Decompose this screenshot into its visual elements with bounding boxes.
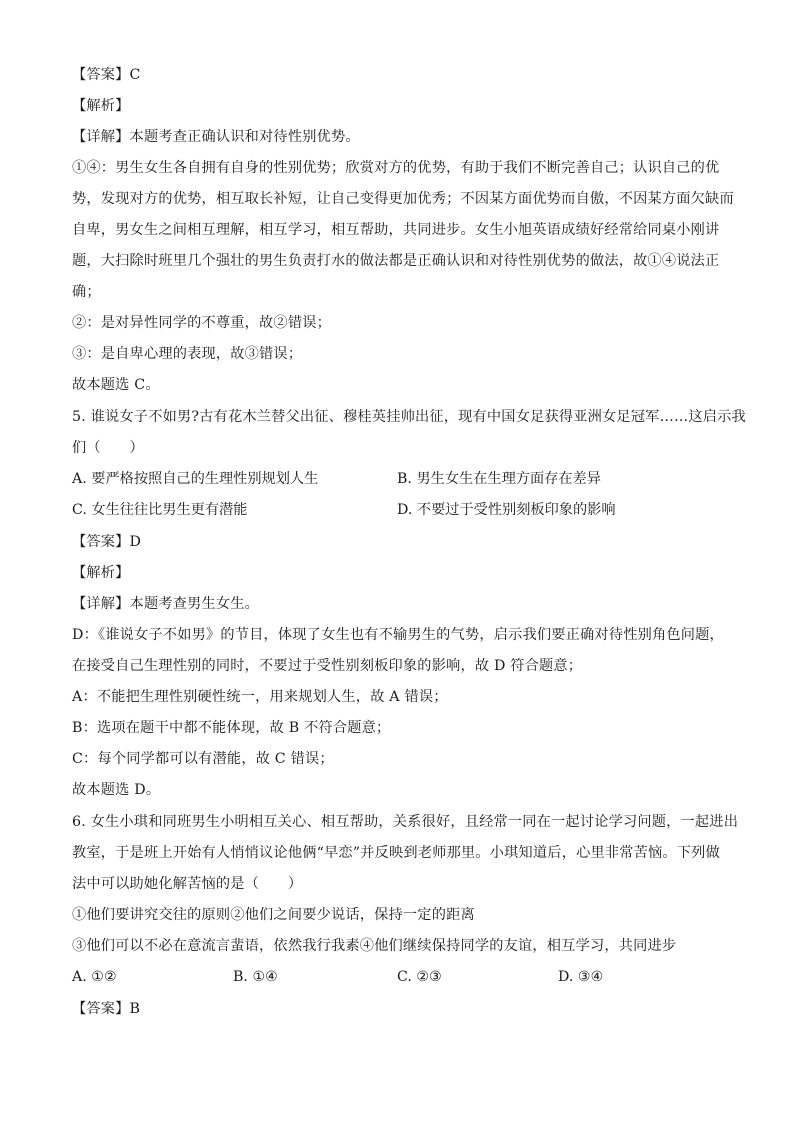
answer-label: 【答案】D — [72, 534, 142, 550]
detail-line: ③：是自卑心理的表现，故③错误； — [72, 346, 303, 362]
detail-line: 在接受自己生理性别的同时，不要过于受性别刻板印象的影响，故 D 符合题意； — [72, 658, 583, 674]
q5-option-a: A. 要严格按照自己的生理性别规划人生 — [72, 471, 319, 487]
question-6-stem: 6. 女生小琪和同班男生小明相互关心、相互帮助，关系很好，且经常一同在一起讨论学习问题，一起进出 — [72, 814, 739, 830]
detail-line: 题，大扫除时班里几个强壮的男生负责打水的做法都是正确认识和对待性别优势的做法，故①④说法正 — [72, 253, 720, 269]
detail-line: D：《谁说女子不如男》的节目，体现了女生也有不输男生的气势，启示我们要正确对待性别角色问题， — [72, 627, 724, 643]
analysis-label: 【解析】 — [72, 98, 130, 114]
q5-option-d: D. 不要过于受性别刻板印象的影响 — [397, 502, 616, 518]
q5-option-b: B. 男生女生在生理方面存在差异 — [397, 471, 601, 487]
answer-label: 【答案】C — [72, 67, 141, 83]
answer-label: 【答案】B — [72, 1001, 141, 1017]
question-6-statement: ①他们要讲究交往的原则②他们之间要少说话，保持一定的距离 — [72, 907, 475, 923]
question-5-stem: 们（ ） — [72, 440, 144, 456]
q6-option-c: C. ②③ — [397, 969, 442, 985]
q6-option-d: D. ③④ — [558, 969, 604, 985]
detail-line: 【详解】本题考查男生女生。 — [72, 596, 260, 612]
detail-line: ②：是对异性同学的不尊重，故②错误； — [72, 315, 331, 331]
detail-line: A：不能把生理性别硬性统一，用来规划人生，故 A 错误； — [72, 689, 448, 705]
analysis-label: 【解析】 — [72, 565, 130, 581]
q5-option-c: C. 女生往往比男生更有潜能 — [72, 502, 248, 518]
q6-option-a: A. ①② — [72, 969, 117, 985]
conclusion-line: 故本题选 D。 — [72, 782, 161, 798]
detail-line: 【详解】本题考查正确认识和对待性别优势。 — [72, 129, 360, 145]
detail-line: 势，发现对方的优势，相互取长补短，让自己变得更加优秀；不因某方面优势而自傲，不因某方面欠缺而 — [72, 191, 734, 207]
q6-option-b: B. ①④ — [233, 969, 278, 985]
conclusion-line: 故本题选 C。 — [72, 377, 160, 393]
question-6-statement: ③他们可以不必在意流言蜚语，依然我行我素④他们继续保持同学的友谊，相互学习，共同进步 — [72, 938, 677, 954]
detail-line: ①④：男生女生各自拥有自身的性别优势；欣赏对方的优势，有助于我们不断完善自己；认识自己的优 — [72, 160, 720, 176]
detail-line: C：每个同学都可以有潜能，故 C 错误； — [72, 751, 334, 767]
question-5-stem: 5. 谁说女子不如男?古有花木兰替父出征、穆桂英挂帅出征，现有中国女足获得亚洲女足冠军……这启示我 — [72, 409, 746, 425]
question-6-stem: 教室，于是班上开始有人悄悄议论他俩“早恋”并反映到老师那里。小琪知道后，心里非常苦恼。下列做 — [72, 845, 720, 861]
detail-line: B：选项在题干中都不能体现，故 B 不符合题意； — [72, 720, 391, 736]
detail-line: 确； — [72, 284, 101, 300]
detail-line: 自卑，男女生之间相互理解，相互学习，相互帮助，共同进步。女生小旭英语成绩好经常给同桌小刚讲 — [72, 222, 720, 238]
question-6-stem: 法中可以助她化解苦恼的是（ ） — [72, 876, 303, 892]
